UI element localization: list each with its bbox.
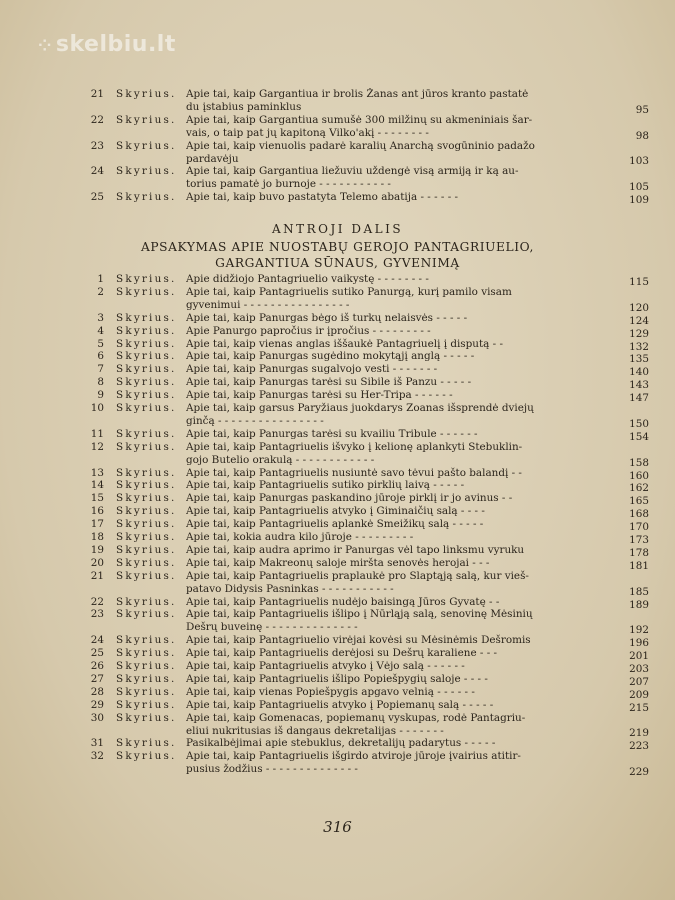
chapter-title-line: Apie tai, kaip Pantagriuelis išgirdo atviroje jūroje įvairius atitir-: [186, 750, 521, 763]
chapter-title: [186, 557, 591, 570]
chapter-title-line: Apie tai, kaip Pantagriuelis derėjosi su Dešrų karaliene - - -: [186, 647, 498, 660]
chapter-number: 13: [90, 466, 104, 479]
chapter-label: Skyrius.: [116, 595, 177, 608]
part-title: ANTROJI DALIS: [271, 222, 404, 236]
chapter-label: Skyrius.: [116, 685, 177, 698]
toc-entry: [70, 737, 655, 753]
chapter-number: 32: [90, 750, 104, 763]
chapter-title-line: Apie tai, kaip Gargantiua sumušė 300 milžinų su akmeniniais šar-: [186, 113, 533, 126]
chapter-title: [186, 492, 591, 505]
chapter-page: 229: [629, 766, 649, 779]
chapter-page: 181: [629, 559, 649, 572]
chapter-number: 27: [90, 672, 104, 685]
toc-entry: [70, 492, 655, 508]
chapter-page: 219: [629, 727, 649, 740]
chapter-title: [186, 338, 591, 351]
chapter-label: Skyrius.: [116, 376, 177, 389]
chapter-label: Skyrius.: [116, 466, 177, 479]
chapter-title-line: eliui nukritusias iš dangaus dekretalijas - - - - - - -: [186, 724, 444, 737]
chapter-title: [186, 363, 591, 376]
chapter-page: 143: [629, 379, 649, 392]
chapter-title-line: Apie tai, kaip Pantagriuelis išlipo į Nūrląją salą, senovinę Mėsinių: [186, 608, 533, 621]
chapter-title-line: Apie tai, kaip Gargantiua liežuviu uždengė visą armiją ir ką au-: [186, 165, 519, 178]
chapter-page: 189: [629, 598, 649, 611]
chapter-label: Skyrius.: [116, 191, 177, 204]
chapter-label: Skyrius.: [116, 427, 177, 440]
chapter-page: 215: [629, 701, 649, 714]
toc-entry: [70, 750, 655, 779]
toc-entry: [70, 647, 655, 663]
chapter-title: [186, 350, 591, 363]
chapter-title-line: Apie tai, kaip Pantagriuelis praplaukė pro Slaptąją salą, kur vieš-: [186, 569, 529, 582]
chapter-label: Skyrius.: [116, 634, 177, 647]
chapter-title-line: Apie tai, kaip Gargantiua ir brolis Žanas ant jūros kranto pastatė: [186, 88, 529, 100]
chapter-page: 178: [629, 546, 649, 559]
chapter-label: Skyrius.: [116, 273, 177, 285]
chapter-number: 9: [97, 389, 104, 402]
chapter-page: 95: [635, 103, 649, 116]
chapter-title-line: Apie tai, kaip Pantagriuelis atvyko į Giminaičių salą - - - -: [186, 505, 485, 518]
chapter-page: 170: [629, 521, 649, 534]
chapter-page: 140: [629, 366, 649, 379]
chapter-label: Skyrius.: [116, 311, 177, 324]
chapter-page: 207: [629, 675, 649, 688]
chapter-label: Skyrius.: [116, 672, 177, 685]
chapter-label: Skyrius.: [116, 402, 177, 414]
chapter-page: 135: [629, 353, 649, 366]
chapter-number: 23: [90, 139, 104, 152]
toc-entry: [70, 544, 655, 557]
chapter-label: Skyrius.: [116, 113, 177, 126]
chapter-number: 21: [90, 569, 104, 582]
toc-entry: [70, 570, 655, 596]
chapter-title: [186, 544, 591, 557]
chapter-page: 150: [629, 417, 649, 430]
chapter-title: [186, 479, 591, 492]
toc-entry: [70, 389, 655, 405]
chapter-title-line: Apie tai, kaip audra aprimo ir Panurgas vėl tapo linksmu vyruku: [186, 543, 525, 556]
chapter-title: [186, 376, 591, 389]
chapter-number: 18: [90, 531, 104, 543]
chapter-page: 98: [635, 129, 649, 142]
chapter-title-line: Apie tai, kaip Pantagriuelis sutiko pirklių laivą - - - - -: [186, 479, 465, 492]
chapter-title-line: du įstabius paminklus: [186, 101, 302, 113]
chapter-title-line: Apie tai, kaip Panurgas bėgo iš turkų nelaisvės - - - - -: [186, 311, 468, 324]
chapter-label: Skyrius.: [116, 88, 177, 100]
chapter-title: [186, 660, 591, 673]
chapter-title: [186, 312, 591, 325]
part-subtitle-line2: GARGANTIUA SŪNAUS, GYVENIMĄ: [215, 256, 460, 270]
chapter-title: [186, 286, 591, 312]
chapter-title: [186, 712, 591, 738]
toc-entry: [70, 505, 655, 521]
chapter-number: 28: [90, 685, 104, 698]
chapter-page: 132: [629, 340, 649, 353]
chapter-title: [186, 699, 591, 712]
chapter-number: 25: [90, 191, 104, 204]
chapter-page: 192: [629, 624, 649, 637]
chapter-number: 6: [97, 350, 104, 363]
chapter-title-line: pardavėju: [186, 152, 239, 165]
page-number: 316: [323, 818, 352, 836]
chapter-number: 10: [90, 402, 104, 414]
chapter-title-line: patavo Didysis Pasninkas - - - - - - - - - - -: [186, 582, 394, 595]
toc-entry: [70, 286, 655, 312]
chapter-title: [186, 673, 591, 686]
chapter-title-line: Apie didžiojo Pantagriuelio vaikystę - - - - - - - -: [186, 273, 429, 285]
chapter-label: Skyrius.: [116, 569, 177, 582]
chapter-title: [186, 608, 591, 634]
chapter-page: 160: [629, 469, 649, 482]
chapter-number: 24: [90, 165, 104, 178]
chapter-title-line: Apie tai, kaip buvo pastatyta Telemo abatija - - - - - -: [186, 191, 459, 204]
chapter-title-line: Apie tai, kaip Panurgas paskandino jūroje pirklį ir jo avinus - -: [186, 492, 513, 505]
chapter-title-line: Apie tai, kaip Panurgas tarėsi su Her-Tripa - - - - - -: [186, 389, 453, 402]
chapter-label: Skyrius.: [116, 285, 177, 298]
toc-entry: [70, 428, 655, 441]
watermark-text: skelbiu.lt: [55, 32, 176, 57]
chapter-number: 20: [90, 556, 104, 569]
chapter-title-line: Apie tai, kaip Pantagriuelis sutiko Panurgą, kurį pamilo visam: [186, 285, 512, 298]
chapter-title: [186, 505, 591, 518]
chapter-number: 7: [97, 363, 104, 376]
chapter-page: 105: [629, 181, 649, 194]
chapter-page: 201: [629, 650, 649, 663]
chapter-number: 26: [90, 660, 104, 672]
chapter-page: 209: [629, 688, 649, 701]
chapter-title-line: pusius žodžius - - - - - - - - - - - - - -: [186, 763, 358, 776]
chapter-page: 129: [629, 327, 649, 340]
chapter-number: 19: [90, 543, 104, 556]
chapter-title: [186, 389, 591, 402]
chapter-title-line: torius pamatė jo burnoje - - - - - - - - - - -: [186, 178, 391, 191]
chapter-label: Skyrius.: [116, 492, 177, 505]
chapter-number: 16: [90, 505, 104, 518]
chapter-title-line: Apie tai, kaip Pantagriuelis atvyko į Popiemanų salą - - - - -: [186, 698, 494, 711]
toc-entry: [70, 660, 655, 673]
toc-entry: [70, 376, 655, 392]
chapter-title: [186, 114, 591, 140]
chapter-label: Skyrius.: [116, 479, 177, 492]
toc-entry: [70, 402, 655, 428]
chapter-number: 3: [97, 311, 104, 324]
chapter-page: 185: [629, 585, 649, 598]
toc-entry: [70, 699, 655, 712]
chapter-label: Skyrius.: [116, 698, 177, 711]
toc-entry: [70, 312, 655, 325]
chapter-page: 173: [629, 534, 649, 546]
part-subtitle-line1: APSAKYMAS APIE NUOSTABŲ GEROJO PANTAGRIUELIO,: [140, 240, 535, 254]
chapter-number: 29: [90, 698, 104, 711]
chapter-title-line: Apie tai, kaip Pantagriuelis nudėjo baisingą Jūros Gyvatę - -: [186, 595, 500, 608]
chapter-number: 17: [90, 518, 104, 531]
chapter-label: Skyrius.: [116, 389, 177, 402]
chapter-page: 147: [629, 392, 649, 405]
chapter-page: 196: [629, 637, 649, 650]
chapter-title-line: Apie tai, kaip Pantagriuelis atvyko į Vėjo salą - - - - - -: [186, 660, 465, 672]
chapter-label: Skyrius.: [116, 139, 177, 152]
chapter-number: 4: [97, 324, 104, 337]
chapter-title: [186, 737, 591, 750]
toc-entry: [70, 325, 655, 338]
chapter-label: Skyrius.: [116, 608, 177, 621]
chapter-page: 168: [629, 508, 649, 521]
toc-entry: [70, 531, 655, 544]
chapter-title-line: Apie tai, kaip Panurgas tarėsi su Sibile iš Panzu - - - - -: [186, 376, 472, 389]
chapter-title: [186, 467, 591, 480]
chapter-title-line: ginčą - - - - - - - - - - - - - - - -: [186, 415, 324, 427]
chapter-title: [186, 596, 591, 609]
chapter-title-line: gyvenimui - - - - - - - - - - - - - - - -: [186, 298, 350, 311]
dots-icon: ⁘: [38, 36, 52, 55]
chapter-page: 109: [629, 194, 649, 207]
chapter-title: [186, 686, 591, 699]
toc-entry: [70, 557, 655, 570]
chapter-page: 165: [629, 495, 649, 508]
chapter-title-line: gojo Butelio orakulą - - - - - - - - - - - -: [186, 453, 375, 466]
chapter-title: [186, 647, 591, 660]
chapter-label: Skyrius.: [116, 531, 177, 543]
toc-entry: [70, 673, 655, 686]
chapter-title-line: Apie Panurgo papročius ir įpročius - - - - - - - - -: [186, 324, 431, 337]
chapter-title-line: Apie tai, kaip vienuolis padarė karalių Anarchą svogūninio padažo: [186, 139, 535, 152]
chapter-page: 162: [629, 482, 649, 495]
chapter-page: 158: [629, 456, 649, 469]
toc-entry: [70, 518, 655, 534]
chapter-title-line: Apie tai, kaip Panurgas sugalvojo vesti - - - - - - -: [186, 363, 438, 376]
toc-entry: [70, 479, 655, 495]
chapter-title: [186, 428, 591, 441]
chapter-number: 25: [90, 647, 104, 660]
chapter-title-line: Apie tai, kokia audra kilo jūroje - - - - - - - - -: [186, 531, 414, 543]
chapter-number: 21: [90, 88, 104, 100]
chapter-title: [186, 191, 591, 204]
chapter-number: 23: [90, 608, 104, 621]
chapter-label: Skyrius.: [116, 165, 177, 178]
chapter-title: [186, 750, 591, 776]
chapter-title-line: vais, o taip pat jų kapitoną Vilko'akį - - - - - - - -: [186, 126, 429, 139]
chapter-page: 154: [629, 430, 649, 443]
chapter-label: Skyrius.: [116, 711, 177, 724]
chapter-title-line: Apie tai, kaip garsus Paryžiaus juokdarys Zoanas išsprendė dviejų: [186, 402, 534, 414]
chapter-number: 11: [90, 427, 104, 440]
toc-entry: [70, 140, 655, 166]
chapter-page: 103: [629, 155, 649, 168]
chapter-label: Skyrius.: [116, 324, 177, 337]
toc-entry: [70, 165, 655, 194]
chapter-label: Skyrius.: [116, 647, 177, 660]
chapter-title: [186, 531, 591, 544]
chapter-title-line: Pasikalbėjimai apie stebuklus, dekretalijų padarytus - - - - -: [186, 737, 496, 750]
chapter-number: 22: [90, 113, 104, 126]
toc-entry: [70, 273, 655, 286]
chapter-title-line: Apie tai, kaip Pantagriuelis išlipo Popiešpygių saloje - - - -: [186, 672, 488, 685]
chapter-title-line: Apie tai, kaip Pantagriuelis aplankė Smeižikų salą - - - - -: [186, 518, 484, 531]
chapter-title-line: Apie tai, kaip Panurgas sugėdino mokytąjį anglą - - - - -: [186, 350, 475, 363]
chapter-title-line: Apie tai, kaip Panurgas tarėsi su kvailiu Tribule - - - - - -: [186, 427, 478, 440]
chapter-number: 31: [90, 737, 104, 750]
chapter-title: [186, 402, 591, 428]
chapter-title-line: Apie tai, kaip vienas anglas iššaukė Pantagriuelį į disputą - -: [186, 337, 503, 350]
chapter-label: Skyrius.: [116, 750, 177, 763]
chapter-title-line: Apie tai, kaip Pantagriuelis nusiuntė savo tėvui pašto balandį - -: [186, 466, 522, 479]
chapter-title-line: Apie tai, kaip Pantagriuelis išvyko į kelionę aplankyti Stebuklin-: [186, 440, 523, 453]
chapter-number: 5: [97, 337, 104, 350]
chapter-number: 14: [90, 479, 104, 492]
watermark: [38, 32, 176, 57]
chapter-title: [186, 140, 591, 166]
chapter-label: Skyrius.: [116, 505, 177, 518]
chapter-number: 30: [90, 711, 104, 724]
toc-entry: [70, 634, 655, 650]
chapter-label: Skyrius.: [116, 363, 177, 376]
toc-entry: [70, 467, 655, 480]
chapter-number: 8: [97, 376, 104, 389]
chapter-title: [186, 634, 591, 647]
toc-entry: [70, 608, 655, 637]
chapter-number: 15: [90, 492, 104, 505]
chapter-page: 203: [629, 663, 649, 675]
chapter-title-line: Apie tai, kaip Gomenacas, popiemanų vyskupas, rodė Pantagriu-: [186, 711, 526, 724]
toc-entry: [70, 363, 655, 379]
chapter-title: [186, 273, 591, 286]
chapter-label: Skyrius.: [116, 543, 177, 556]
chapter-label: Skyrius.: [116, 556, 177, 569]
chapter-label: Skyrius.: [116, 660, 177, 672]
chapter-title: [186, 518, 591, 531]
chapter-label: Skyrius.: [116, 337, 177, 350]
toc-entry: [70, 338, 655, 351]
chapter-page: 115: [629, 276, 649, 288]
toc-entry: [70, 712, 655, 738]
chapter-title-line: Apie tai, kaip Pantagriuelio virėjai kovėsi su Mėsinėmis Dešromis: [186, 634, 531, 647]
chapter-page: 120: [629, 301, 649, 314]
chapter-label: Skyrius.: [116, 350, 177, 363]
toc-entry: [70, 350, 655, 366]
chapter-label: Skyrius.: [116, 440, 177, 453]
chapter-number: 12: [90, 440, 104, 453]
chapter-title: [186, 441, 591, 467]
chapter-title-line: Apie tai, kaip Makreonų saloje miršta senovės herojai - - -: [186, 556, 490, 569]
toc-entry: [70, 114, 655, 140]
chapter-title: [186, 325, 591, 338]
chapter-page: 223: [629, 740, 649, 753]
toc-entry: [70, 441, 655, 467]
chapter-label: Skyrius.: [116, 737, 177, 750]
chapter-number: 1: [97, 273, 104, 285]
chapter-label: Skyrius.: [116, 518, 177, 531]
toc-entry: [70, 686, 655, 699]
chapter-number: 22: [90, 595, 104, 608]
toc-entry: [70, 596, 655, 609]
chapter-title: [186, 88, 591, 114]
chapter-title-line: Apie tai, kaip vienas Popiešpygis apgavo velnią - - - - - -: [186, 685, 475, 698]
chapter-page: 124: [629, 314, 649, 327]
chapter-title-line: Dešrų buveinę - - - - - - - - - - - - - -: [186, 621, 358, 634]
chapter-number: 2: [97, 285, 104, 298]
toc-entry: [70, 191, 655, 207]
toc-entry: [70, 88, 655, 114]
chapter-number: 24: [90, 634, 104, 647]
chapter-title: [186, 570, 591, 596]
chapter-title: [186, 165, 591, 191]
